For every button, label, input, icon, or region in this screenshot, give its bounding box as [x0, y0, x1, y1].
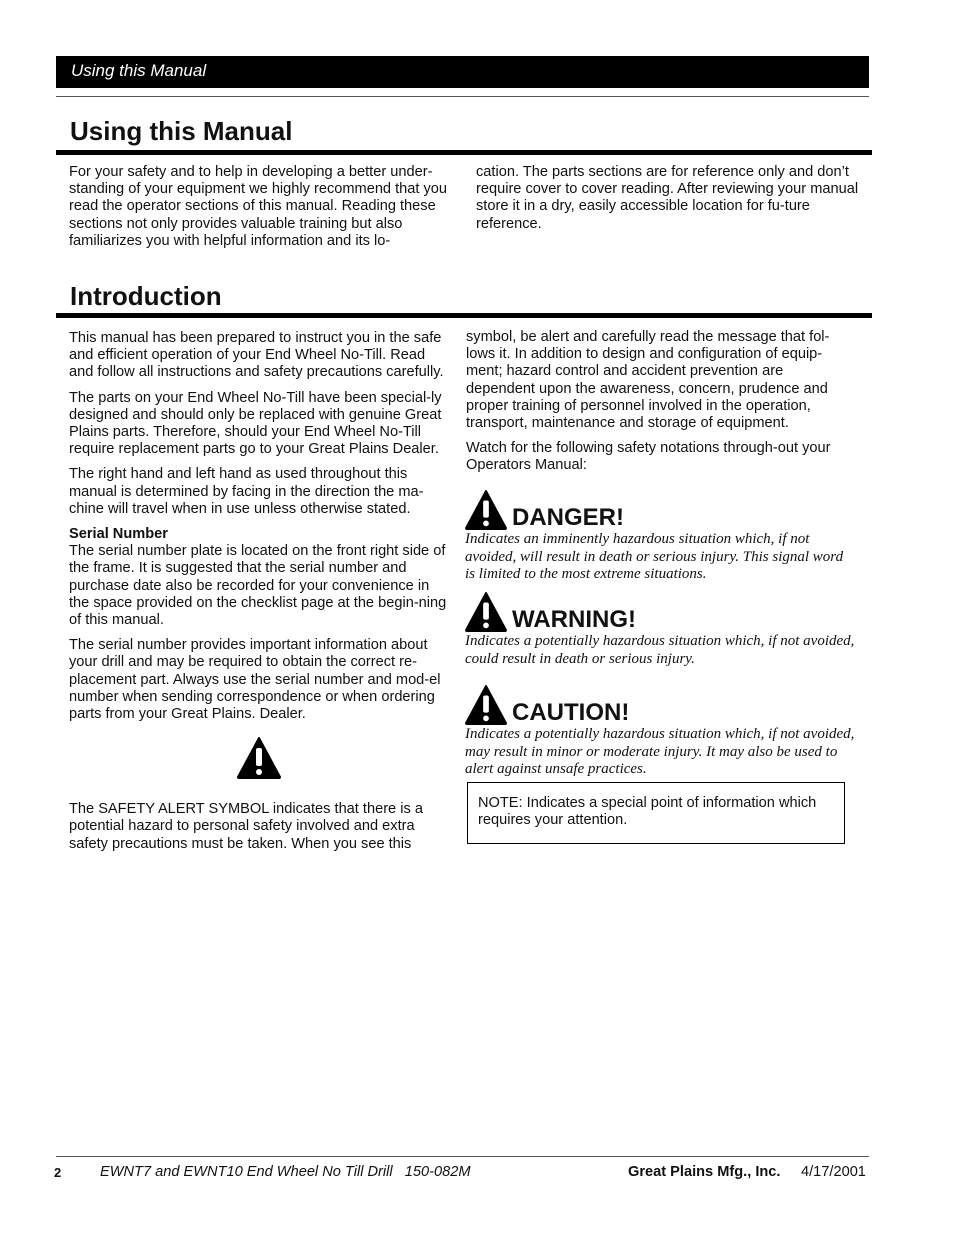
- paragraph: Watch for the following safety notations through-out your Operators Manual:: [466, 440, 831, 474]
- warning-heading: [465, 586, 855, 632]
- footer-divider: [56, 1156, 869, 1157]
- danger-description: Indicates an imminently hazardous situation which, if not avoided, will result in death or serious injury. This signal word is limited to the most extreme situations.: [465, 531, 844, 583]
- note-text: NOTE: Indicates a special point of information which requires your attention.: [478, 795, 817, 829]
- subheading-serial-number: Serial Number: [69, 526, 168, 543]
- caution-alert-icon: [465, 685, 507, 725]
- caution-description: Indicates a potentially hazardous situation which, if not avoided, may result in minor or moderate injury. It may also be used to alert against unsafe practices.: [465, 726, 855, 778]
- warning-label: WARNING!: [512, 606, 636, 633]
- safety-alert-triangle-icon: [237, 737, 281, 779]
- footer-date: 4/17/2001: [801, 1164, 866, 1180]
- using-manual-left-column: [69, 164, 451, 258]
- caution-label: CAUTION!: [512, 699, 630, 726]
- danger-alert-icon: [465, 490, 507, 530]
- danger-heading: [465, 484, 855, 530]
- paragraph: This manual has been prepared to instruct you in the safe and efficient operation of your End Wheel No-Till. Read and follow all instructions and safety precautions carefully.: [69, 330, 444, 381]
- paragraph: For your safety and to help in developing a better under-standing of your equipment we highly recommend that you read the operator sections of this manual. Reading these sections not only provides valuable training but also familiarizes you with helpful information and its lo-: [69, 164, 448, 249]
- paragraph: The right hand and left hand as used throughout this manual is determined by facing in the direction the ma-chine will travel when in use unless otherwise stated.: [69, 466, 424, 517]
- warning-notice: [465, 586, 855, 668]
- section-title-using-manual: Using this Manual: [70, 116, 293, 146]
- introduction-right-column: [466, 329, 848, 483]
- paragraph: The parts on your End Wheel No-Till have been special-ly designed and should only be replaced with genuine Great Plains parts. Therefore, should your End Wheel No-Till require replacement parts go to your Great Plains Dealer.: [69, 389, 442, 458]
- page-number: 2: [54, 1165, 62, 1180]
- warning-alert-icon: [465, 592, 507, 632]
- paragraph: The serial number provides important information about your drill and may be required to obtain the correct re-placement part. Always use the serial number and mod-el number when sending correspondence or when ordering parts from your Great Plains. Dealer.: [69, 637, 441, 723]
- paragraph: symbol, be alert and carefully read the message that fol-lows it. In addition to design and configuration of equip-ment; hazard control and accident prevention are dependent upon the awareness, concern, prudence and proper training of personnel involved in the operation, transport, maintenance and storage of equipment.: [466, 329, 830, 432]
- serial-number-block: [69, 526, 450, 629]
- running-header-bar: [56, 56, 869, 88]
- caution-notice: [465, 679, 855, 779]
- caution-heading: [465, 679, 855, 725]
- safety-alert-symbol-block: [69, 737, 450, 795]
- using-manual-right-column: [476, 164, 859, 241]
- section-rule: [56, 150, 872, 155]
- header-divider: [56, 96, 869, 97]
- paragraph: The serial number plate is located on the front right side of the frame. It is suggested that the serial number and purchase date also be recorded for your convenience in the space provided on the checklist page at the begin-ning of this manual.: [69, 543, 447, 629]
- danger-notice: [465, 484, 855, 584]
- section-title-introduction: Introduction: [70, 281, 222, 311]
- introduction-left-column: [69, 330, 450, 861]
- section-rule: [56, 313, 872, 318]
- footer-company: Great Plains Mfg., Inc.: [628, 1164, 781, 1180]
- running-header-title: Using this Manual: [71, 61, 207, 80]
- warning-description: Indicates a potentially hazardous situation which, if not avoided, could result in death or serious injury.: [465, 633, 855, 667]
- paragraph: The SAFETY ALERT SYMBOL indicates that there is a potential hazard to personal safety involved and extra safety precautions must be taken. When you see this: [69, 801, 423, 852]
- footer-document-title: EWNT7 and EWNT10 End Wheel No Till Drill 150-082M: [100, 1164, 471, 1180]
- danger-label: DANGER!: [512, 504, 624, 531]
- paragraph: cation. The parts sections are for reference only and don’t require cover to cover reading. After reviewing your manual store it in a dry, easily accessible location for fu-ture reference.: [476, 164, 859, 232]
- note-box: [467, 782, 845, 844]
